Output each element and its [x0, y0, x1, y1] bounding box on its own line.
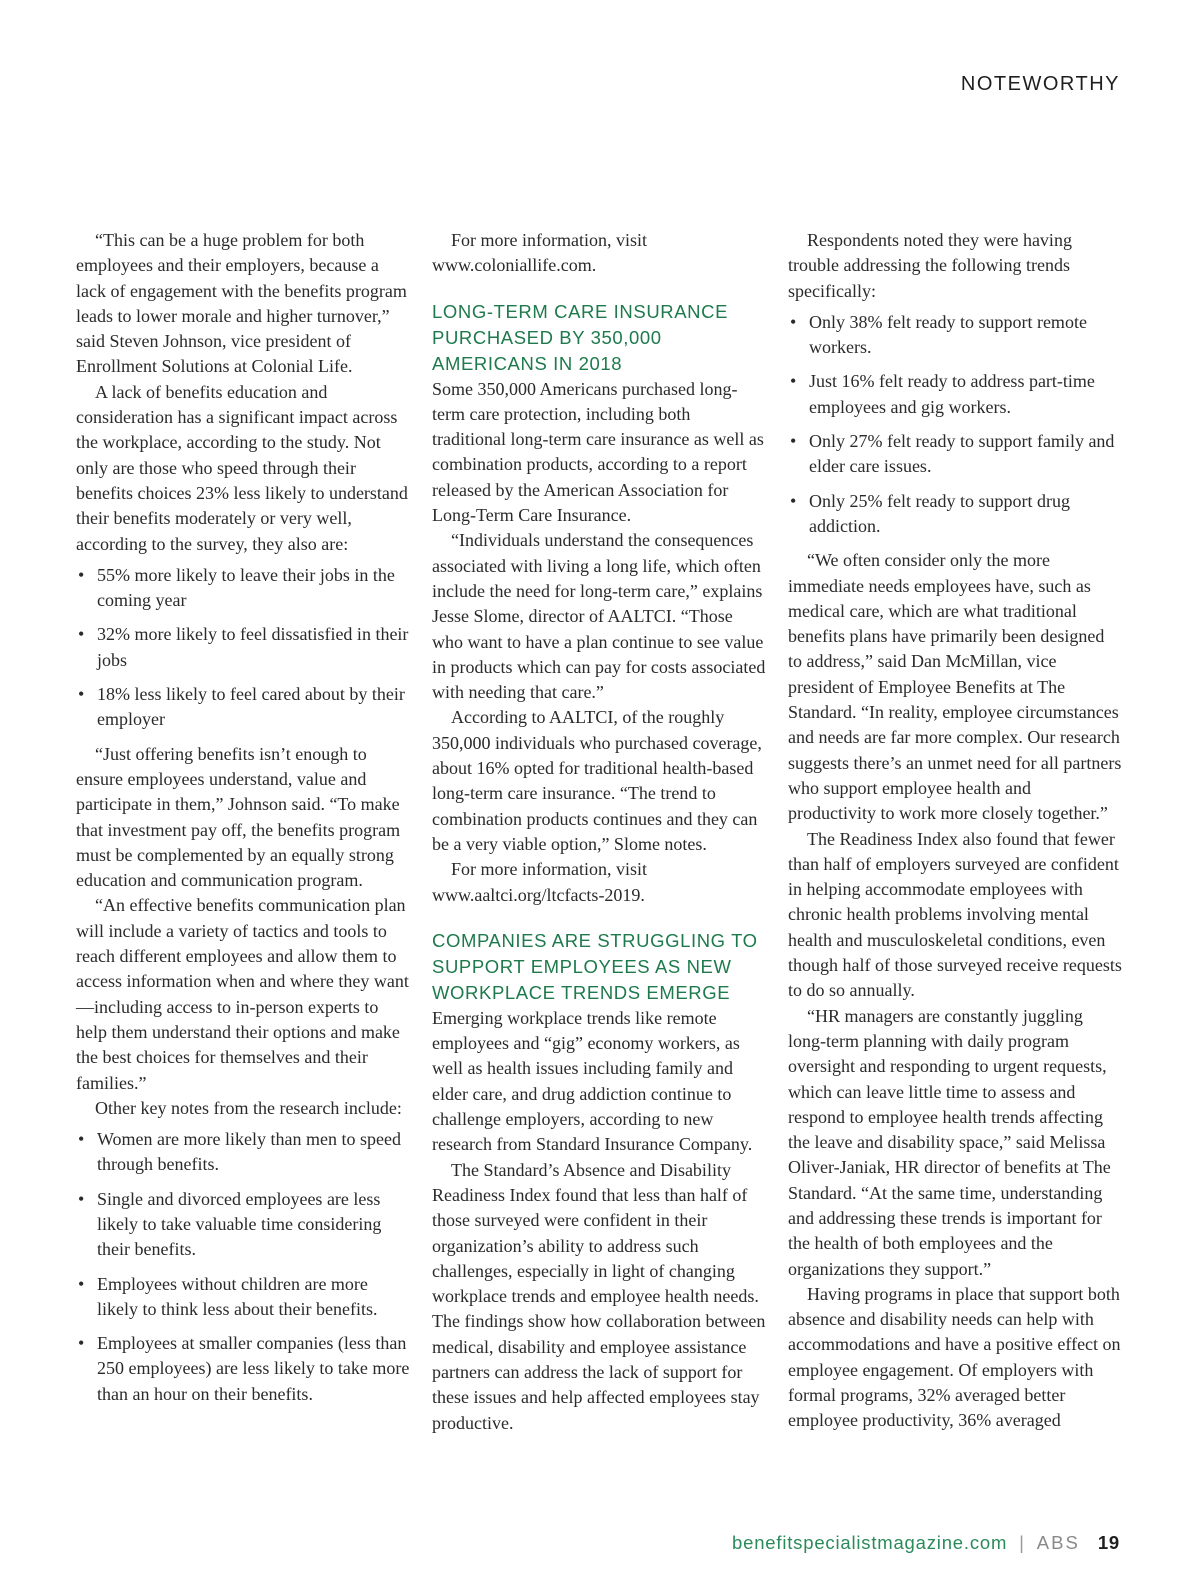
- list-item: • 32% more likely to feel dissatisfied in their jobs: [76, 622, 410, 673]
- magazine-name: ABS: [1036, 1532, 1080, 1553]
- paragraph: Some 350,000 Americans purchased long-term care protection, including both traditional long-term care insurance as well as combination products, according to a report released by the American Association for Long-Term Care Insurance.: [432, 378, 764, 526]
- paragraph: A lack of benefits education and consideration has a significant impact across the workplace, according to the study. Not only are those who speed through their benefits choices 23% less likely to understand their benefits moderately or very well, according to the survey, they also are:: [76, 381, 408, 554]
- paragraph: For more information, visit www.coloniallife.com.: [432, 230, 647, 276]
- page-number: 19: [1097, 1532, 1120, 1553]
- bullet-list: [788, 310, 1122, 539]
- page-footer: [732, 1532, 1120, 1554]
- paragraph: According to AALTCI, of the roughly 350,000 individuals who purchased coverage, about 16% opted for traditional health-based long-term care insurance. “The trend to combination products continues and they can be a very viable option,” Slome notes.: [432, 707, 762, 854]
- paragraph: “Individuals understand the consequences associated with living a long life, which often include the need for long-term care,” explains Jesse Slome, director of AALTCI. “Those who want to have a plan continue to see value in products which can pay for costs associated with needing that care.”: [432, 530, 766, 703]
- list-item: • Single and divorced employees are less likely to take valuable time considering their benefits.: [76, 1187, 410, 1263]
- list-item: • Only 38% felt ready to support remote workers.: [788, 310, 1122, 361]
- list-item: • Just 16% felt ready to address part-time employees and gig workers.: [788, 369, 1122, 420]
- list-item: • Employees without children are more likely to think less about their benefits.: [76, 1272, 410, 1323]
- paragraph: Other key notes from the research include:: [95, 1097, 402, 1118]
- list-item: • Employees at smaller companies (less than 250 employees) are less likely to take more than an hour on their benefits.: [76, 1331, 410, 1407]
- list-item: • Only 25% felt ready to support drug addiction.: [788, 489, 1122, 540]
- list-item: • Women are more likely than men to speed through benefits.: [76, 1127, 410, 1178]
- paragraph: The Standard’s Absence and Disability Readiness Index found that less than half of those surveyed were confident in their organization’s ability to address such challenges, especially in light of changing workplace trends and employee health needs. The findings show how collaboration between medical, disability and employee assistance partners can address the lack of support for these issues and help affected employees stay productive.: [432, 1159, 766, 1433]
- column-1: [76, 228, 410, 1416]
- website-link[interactable]: benefitspecialistmagazine.com: [732, 1532, 1008, 1553]
- paragraph: “This can be a huge problem for both employees and their employers, because a lack of engagement with the benefits program leads to lower morale and higher turnover,” said Steven Johnson, vice president of Enrollment Solutions at Colonial Life.: [76, 230, 407, 377]
- list-item: • Only 27% felt ready to support family and elder care issues.: [788, 429, 1122, 480]
- column-3: [788, 228, 1122, 1434]
- paragraph: Emerging workplace trends like remote employees and “gig” economy workers, as well as health issues including family and elder care, and drug addiction continue to challenge employers, according to new research from Standard Insurance Company.: [432, 1007, 753, 1155]
- paragraph: “An effective benefits communication plan will include a variety of tactics and tools to reach different employees and allow them to access information when and where they want—including access to in-person experts to help them understand their options and make the best choices for themselves and their families.”: [76, 895, 409, 1093]
- paragraph: “Just offering benefits isn’t enough to ensure employees understand, value and participate in them,” Johnson said. “To make that investment pay off, the benefits program must be complemented by an equally strong education and communication program.: [76, 743, 401, 891]
- paragraph: Having programs in place that support both absence and disability needs can help with accommodations and have a positive effect on employee engagement. Of employers with formal programs, 32% averaged better employee productivity, 36% averaged: [788, 1283, 1121, 1431]
- paragraph: Respondents noted they were having trouble addressing the following trends specifically:: [788, 230, 1072, 301]
- list-item: • 18% less likely to feel cared about by their employer: [76, 682, 410, 733]
- paragraph: The Readiness Index also found that fewer than half of employers surveyed are confident in helping accommodate employees with chronic health problems involving mental health and musculoskeletal conditions, even though half of those surveyed receive requests to do so annually.: [788, 828, 1122, 1001]
- paragraph: For more information, visit www.aaltci.org/ltcfacts-2019.: [432, 859, 647, 905]
- section-label: NOTEWORTHY: [960, 73, 1120, 95]
- list-item: • 55% more likely to leave their jobs in the coming year: [76, 563, 410, 614]
- paragraph: “We often consider only the more immediate needs employees have, such as medical care, which are what traditional benefits plans have primarily been designed to address,” said Dan McMillan, vice president of Employee Benefits at The Standard. “In reality, employee circumstances and needs are far more complex. Our research suggests there’s an unmet need for all partners who support employee health and productivity to work more closely together.”: [788, 550, 1122, 824]
- bullet-list: [76, 1127, 410, 1407]
- footer-separator: |: [1019, 1532, 1025, 1553]
- article-heading: LONG-TERM CARE INSURANCE PURCHASED BY 350,000 AMERICANS IN 2018: [432, 300, 729, 374]
- paragraph: “HR managers are constantly juggling long-term planning with daily program oversight and responding to urgent requests, which can leave little time to assess and respond to employee health trends affecting the leave and disability space,” said Melissa Oliver-Janiak, HR director of benefits at The Standard. “At the same time, understanding and addressing these trends is important for the health of both employees and the organizations they support.”: [788, 1005, 1111, 1279]
- bullet-list: [76, 563, 410, 733]
- article-heading: COMPANIES ARE STRUGGLING TO SUPPORT EMPLOYEES AS NEW WORKPLACE TRENDS EMERGE: [432, 929, 758, 1003]
- column-2: [432, 228, 766, 1436]
